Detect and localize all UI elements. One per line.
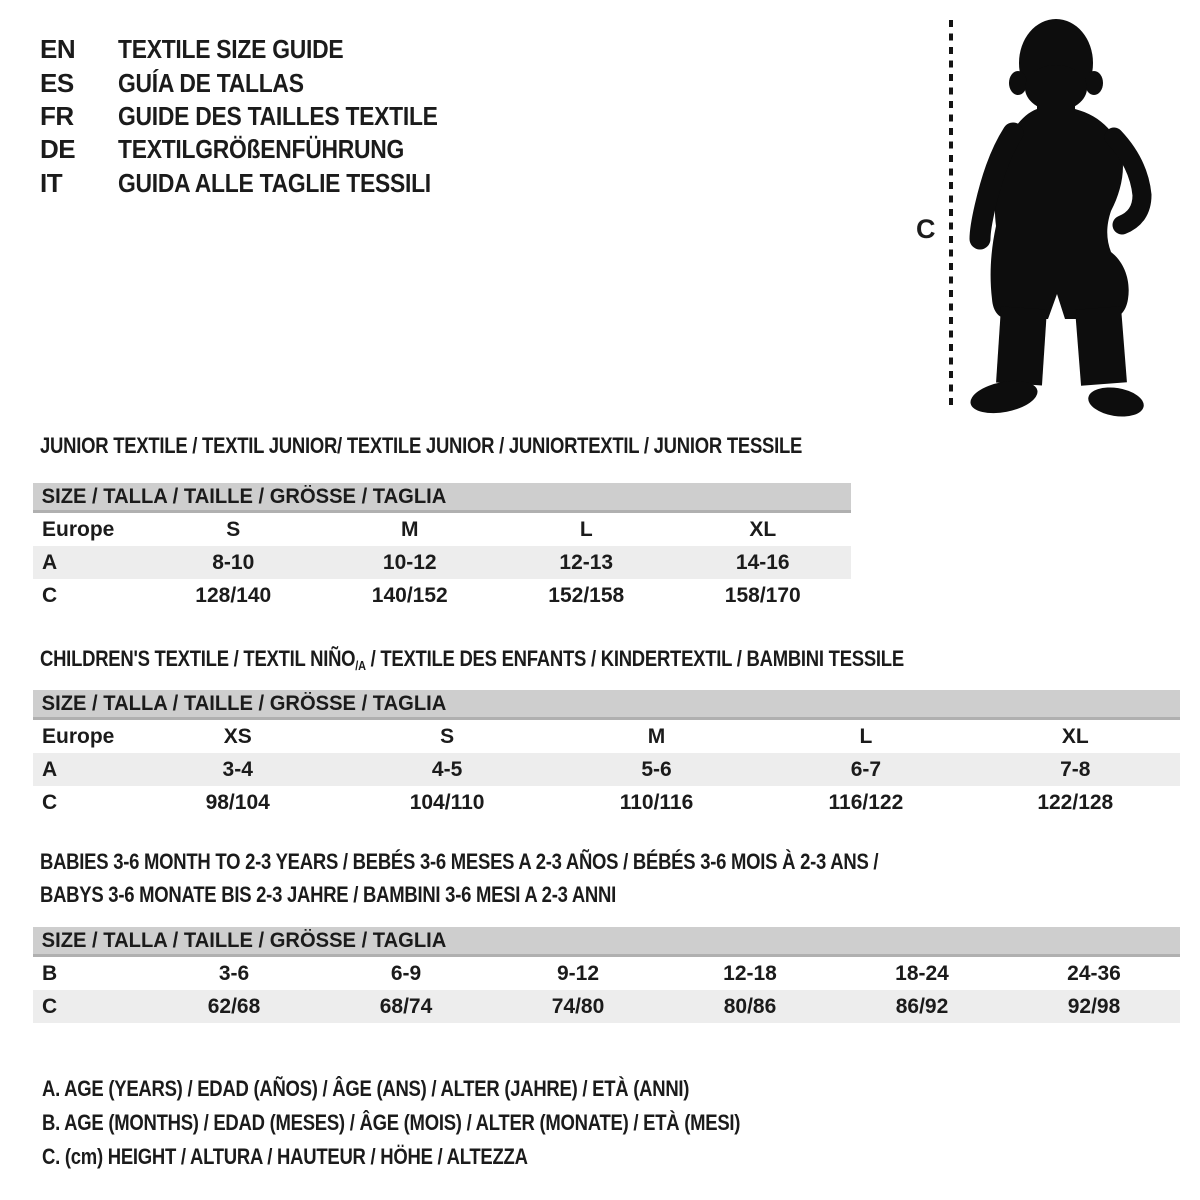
children-heading-sub: /A bbox=[355, 658, 366, 673]
table-row-europe bbox=[33, 513, 851, 546]
cell-value: 3-6 bbox=[218, 961, 250, 985]
language-row-fr bbox=[40, 100, 481, 133]
junior-table-header-band bbox=[33, 483, 851, 513]
cell-value: 122/128 bbox=[1037, 790, 1114, 814]
table-row-months bbox=[33, 957, 1180, 990]
table-row-age bbox=[33, 546, 851, 579]
junior-size-table bbox=[33, 483, 851, 612]
footnote-c bbox=[42, 1140, 873, 1174]
language-title-list bbox=[40, 33, 481, 200]
table-row-height bbox=[33, 990, 1180, 1023]
cell-value: XL bbox=[749, 517, 777, 541]
babies-heading-text-line2: BABYS 3-6 MONATE BIS 2-3 JAHRE / BAMBINI 3-6 MESI A 2-3 ANNI bbox=[40, 882, 616, 907]
language-code: FR bbox=[40, 100, 74, 131]
children-heading-rest: / TEXTILE DES ENFANTS / KINDERTEXTIL / BAMBINI TESSILE bbox=[365, 646, 904, 671]
size-header-text: SIZE / TALLA / TAILLE / GRÖSSE / TAGLIA bbox=[41, 484, 447, 508]
language-row-de bbox=[40, 133, 481, 166]
row-label: A bbox=[42, 550, 58, 574]
cell-value: 104/110 bbox=[409, 790, 485, 814]
guide-title-fr: GUIDE DES TAILLES TEXTILE bbox=[118, 100, 438, 131]
cell-value: 74/80 bbox=[551, 994, 605, 1018]
babies-table-header-band bbox=[33, 927, 1180, 957]
cell-value: 6-7 bbox=[850, 757, 882, 781]
table-row-height bbox=[33, 786, 1180, 819]
cell-value: 3-4 bbox=[222, 757, 253, 781]
children-heading-text bbox=[40, 646, 904, 673]
cell-value: M bbox=[401, 517, 419, 541]
language-code: ES bbox=[40, 67, 74, 98]
cell-value: 4-5 bbox=[431, 757, 463, 781]
cell-value: 116/122 bbox=[828, 790, 904, 814]
children-heading-main: CHILDREN'S TEXTILE / TEXTIL NIÑO bbox=[40, 646, 356, 671]
babies-size-table bbox=[33, 927, 1180, 1023]
row-label: C bbox=[42, 583, 58, 607]
cell-value: 5-6 bbox=[641, 757, 672, 781]
cell-value: 9-12 bbox=[556, 961, 600, 985]
row-label: A bbox=[42, 757, 58, 781]
guide-title-de: TEXTILGRÖßENFÜHRUNG bbox=[118, 134, 405, 165]
table-row-europe bbox=[33, 720, 1180, 753]
baby-silhouette bbox=[968, 19, 1146, 420]
children-section-heading bbox=[40, 646, 1068, 673]
cell-value: 68/74 bbox=[379, 994, 433, 1018]
junior-heading-text: JUNIOR TEXTILE / TEXTIL JUNIOR/ TEXTILE JUNIOR / JUNIORTEXTIL / JUNIOR TESSILE bbox=[40, 433, 803, 458]
cell-value: 80/86 bbox=[723, 994, 777, 1018]
guide-title-en: TEXTILE SIZE GUIDE bbox=[118, 34, 344, 65]
size-header-text: SIZE / TALLA / TAILLE / GRÖSSE / TAGLIA bbox=[41, 691, 447, 715]
height-measure-label: C bbox=[916, 214, 936, 244]
children-table-header-band bbox=[33, 690, 1180, 720]
footnote-b-text: B. AGE (MONTHS) / EDAD (MESES) / ÂGE (MOIS) / ALTER (MONATE) / ETÀ (MESI) bbox=[42, 1110, 741, 1135]
height-measure-figure bbox=[900, 6, 1160, 421]
row-label: C bbox=[42, 994, 58, 1018]
guide-title-es: GUÍA DE TALLAS bbox=[118, 67, 304, 98]
cell-value: 98/104 bbox=[205, 790, 270, 814]
cell-value: 86/92 bbox=[895, 994, 949, 1018]
children-size-table bbox=[33, 690, 1180, 819]
footnote-a-text: A. AGE (YEARS) / EDAD (AÑOS) / ÂGE (ANS) / ALTER (JAHRE) / ETÀ (ANNI) bbox=[42, 1076, 690, 1101]
cell-value: M bbox=[647, 724, 666, 748]
cell-value: 7-8 bbox=[1060, 757, 1091, 781]
language-row-en bbox=[40, 33, 481, 66]
cell-value: XS bbox=[223, 724, 252, 748]
guide-title-it: GUIDA ALLE TAGLIE TESSILI bbox=[118, 167, 431, 198]
baby-silhouette-illustration bbox=[900, 6, 1160, 421]
cell-value: 12-18 bbox=[723, 961, 777, 985]
cell-value: L bbox=[859, 724, 873, 748]
table-row-age bbox=[33, 753, 1180, 786]
legend-footnotes bbox=[42, 1072, 873, 1174]
cell-value: S bbox=[440, 724, 455, 748]
cell-value: 158/170 bbox=[724, 583, 801, 607]
babies-section-heading-line2 bbox=[40, 882, 726, 908]
row-label: C bbox=[42, 790, 58, 814]
cell-value: 152/158 bbox=[548, 583, 625, 607]
cell-value: 140/152 bbox=[371, 583, 448, 607]
footnote-b bbox=[42, 1106, 873, 1140]
language-code: IT bbox=[40, 167, 63, 198]
junior-section-heading bbox=[40, 433, 947, 459]
row-label: B bbox=[42, 961, 58, 985]
cell-value: 8-10 bbox=[212, 550, 255, 574]
size-header-text: SIZE / TALLA / TAILLE / GRÖSSE / TAGLIA bbox=[41, 928, 447, 952]
language-code: DE bbox=[40, 134, 76, 165]
cell-value: 18-24 bbox=[895, 961, 949, 985]
language-code: EN bbox=[40, 34, 76, 65]
row-label: Europe bbox=[42, 517, 115, 541]
table-row-height bbox=[33, 579, 851, 612]
cell-value: 14-16 bbox=[735, 550, 790, 574]
cell-value: L bbox=[579, 517, 593, 541]
cell-value: XL bbox=[1061, 724, 1089, 748]
cell-value: 110/116 bbox=[619, 790, 694, 814]
footnote-a bbox=[42, 1072, 873, 1106]
cell-value: 62/68 bbox=[207, 994, 261, 1018]
row-label: Europe bbox=[42, 724, 115, 748]
babies-section-heading-line1 bbox=[40, 849, 1038, 875]
footnote-c-text: C. (cm) HEIGHT / ALTURA / HAUTEUR / HÖHE / ALTEZZA bbox=[42, 1144, 528, 1169]
cell-value: 24-36 bbox=[1067, 961, 1121, 985]
cell-value: S bbox=[226, 517, 241, 541]
cell-value: 6-9 bbox=[390, 961, 422, 985]
cell-value: 12-13 bbox=[559, 550, 614, 574]
babies-heading-text-line1: BABIES 3-6 MONTH TO 2-3 YEARS / BEBÉS 3-6 MESES A 2-3 AÑOS / BÉBÉS 3-6 MOIS À 2-3 ANS / bbox=[40, 849, 879, 874]
language-row-es bbox=[40, 66, 481, 99]
cell-value: 10-12 bbox=[382, 550, 437, 574]
language-row-it bbox=[40, 167, 481, 200]
cell-value: 92/98 bbox=[1067, 994, 1121, 1018]
cell-value: 128/140 bbox=[195, 583, 272, 607]
